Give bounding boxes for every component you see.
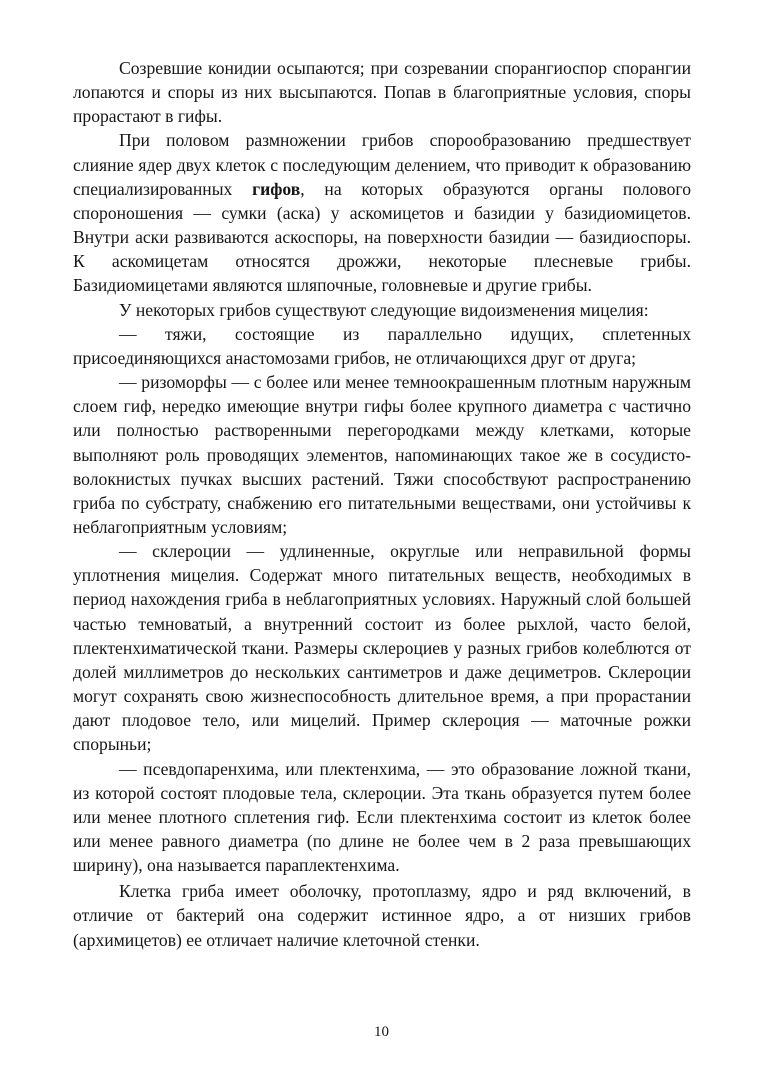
bold-term: гифов [252, 178, 301, 199]
list-item-pseudoparenchyma: — псевдопаренхима, или плектенхима, — это образование ложной ткани, из которой состоят плодовые тела, склероции. Эта ткань образуется путем более или менее плотного сплетения гиф. Если плектенхима состоит из клеток более или менее равного диаметра (по длине не более чем в 2 раза превышающих ширину), она называется параплектенхима. [73, 758, 691, 876]
text-segment: , на которых образуются органы полового спороношения — сумки (аска) у аскомицетов и базидии у базидиомицетов. Внутри аски развиваются аскоспоры, на поверхности базидии — базидиоспоры. К аскомицетам относятся дрожжи, некоторые плесневые грибы. Базидиомицетами являются шляпочные, головневые и другие грибы. [73, 178, 691, 296]
list-item-strands: — тяжи, состоящие из параллельно идущих, сплетенных присоединяющихся анастомозами грибов, не отличающихся друг от друга; [73, 323, 691, 368]
text-segment: При половом размножении грибов спорообразованию предшествует слияние ядер двух клеток с последующим делением, что приводит к образованию специализированных [73, 130, 691, 199]
paragraph-mycelium-modifications: У некоторых грибов существуют следующие видоизменения мицелия: [119, 299, 649, 320]
paragraph-sexual-reproduction [73, 128, 691, 297]
page-number: 10 [374, 1024, 389, 1040]
paragraph-conidia: Созревшие конидии осыпаются; при созревании спорангиоспор спорангии лопаются и споры из них высыпаются. Попав в благоприятные условия, споры прорастают в гифы. [73, 58, 691, 127]
list-item-sclerotia: — склероции — удлиненные, округлые или неправильной формы уплотнения мицелия. Содержат много питательных веществ, необходимых в период нахождения гриба в неблагоприятных условиях. Наружный слой большей частью темноватый, а внутренний состоит из более рыхлой, часто белой, плектенхиматической ткани. Размеры склероциев у разных грибов колеблются от долей миллиметров до нескольких сантиметров и даже дециметров. Склероции могут сохранять свою жизнеспособность длительное время, а при прорастании дают плодовое тело, или мицелий. Пример склероция — маточные рожки спорыньи; [73, 541, 691, 755]
page-body [73, 56, 691, 952]
list-item-rhizomorphs: — ризоморфы — с более или менее темноокрашенным плотным наружным слоем гиф, нередко имеющие внутри гифы более крупного диаметра с частично или полностью растворенными перегородками между клетками, которые выполняют роль проводящих элементов, напоминающих такое же в сосудисто-волокнистых пучках высших растений. Тяжи способствуют распространению гриба по субстрату, снабжению его питательными веществами, они устойчивы к неблагоприятным условиям; [73, 372, 691, 537]
paragraph-cell-structure: Клетка гриба имеет оболочку, протоплазму, ядро и ряд включений, в отличие от бактерий она содержит истинное ядро, а от низших грибов (архимицетов) ее отличает наличие клеточной стенки. [73, 881, 691, 950]
